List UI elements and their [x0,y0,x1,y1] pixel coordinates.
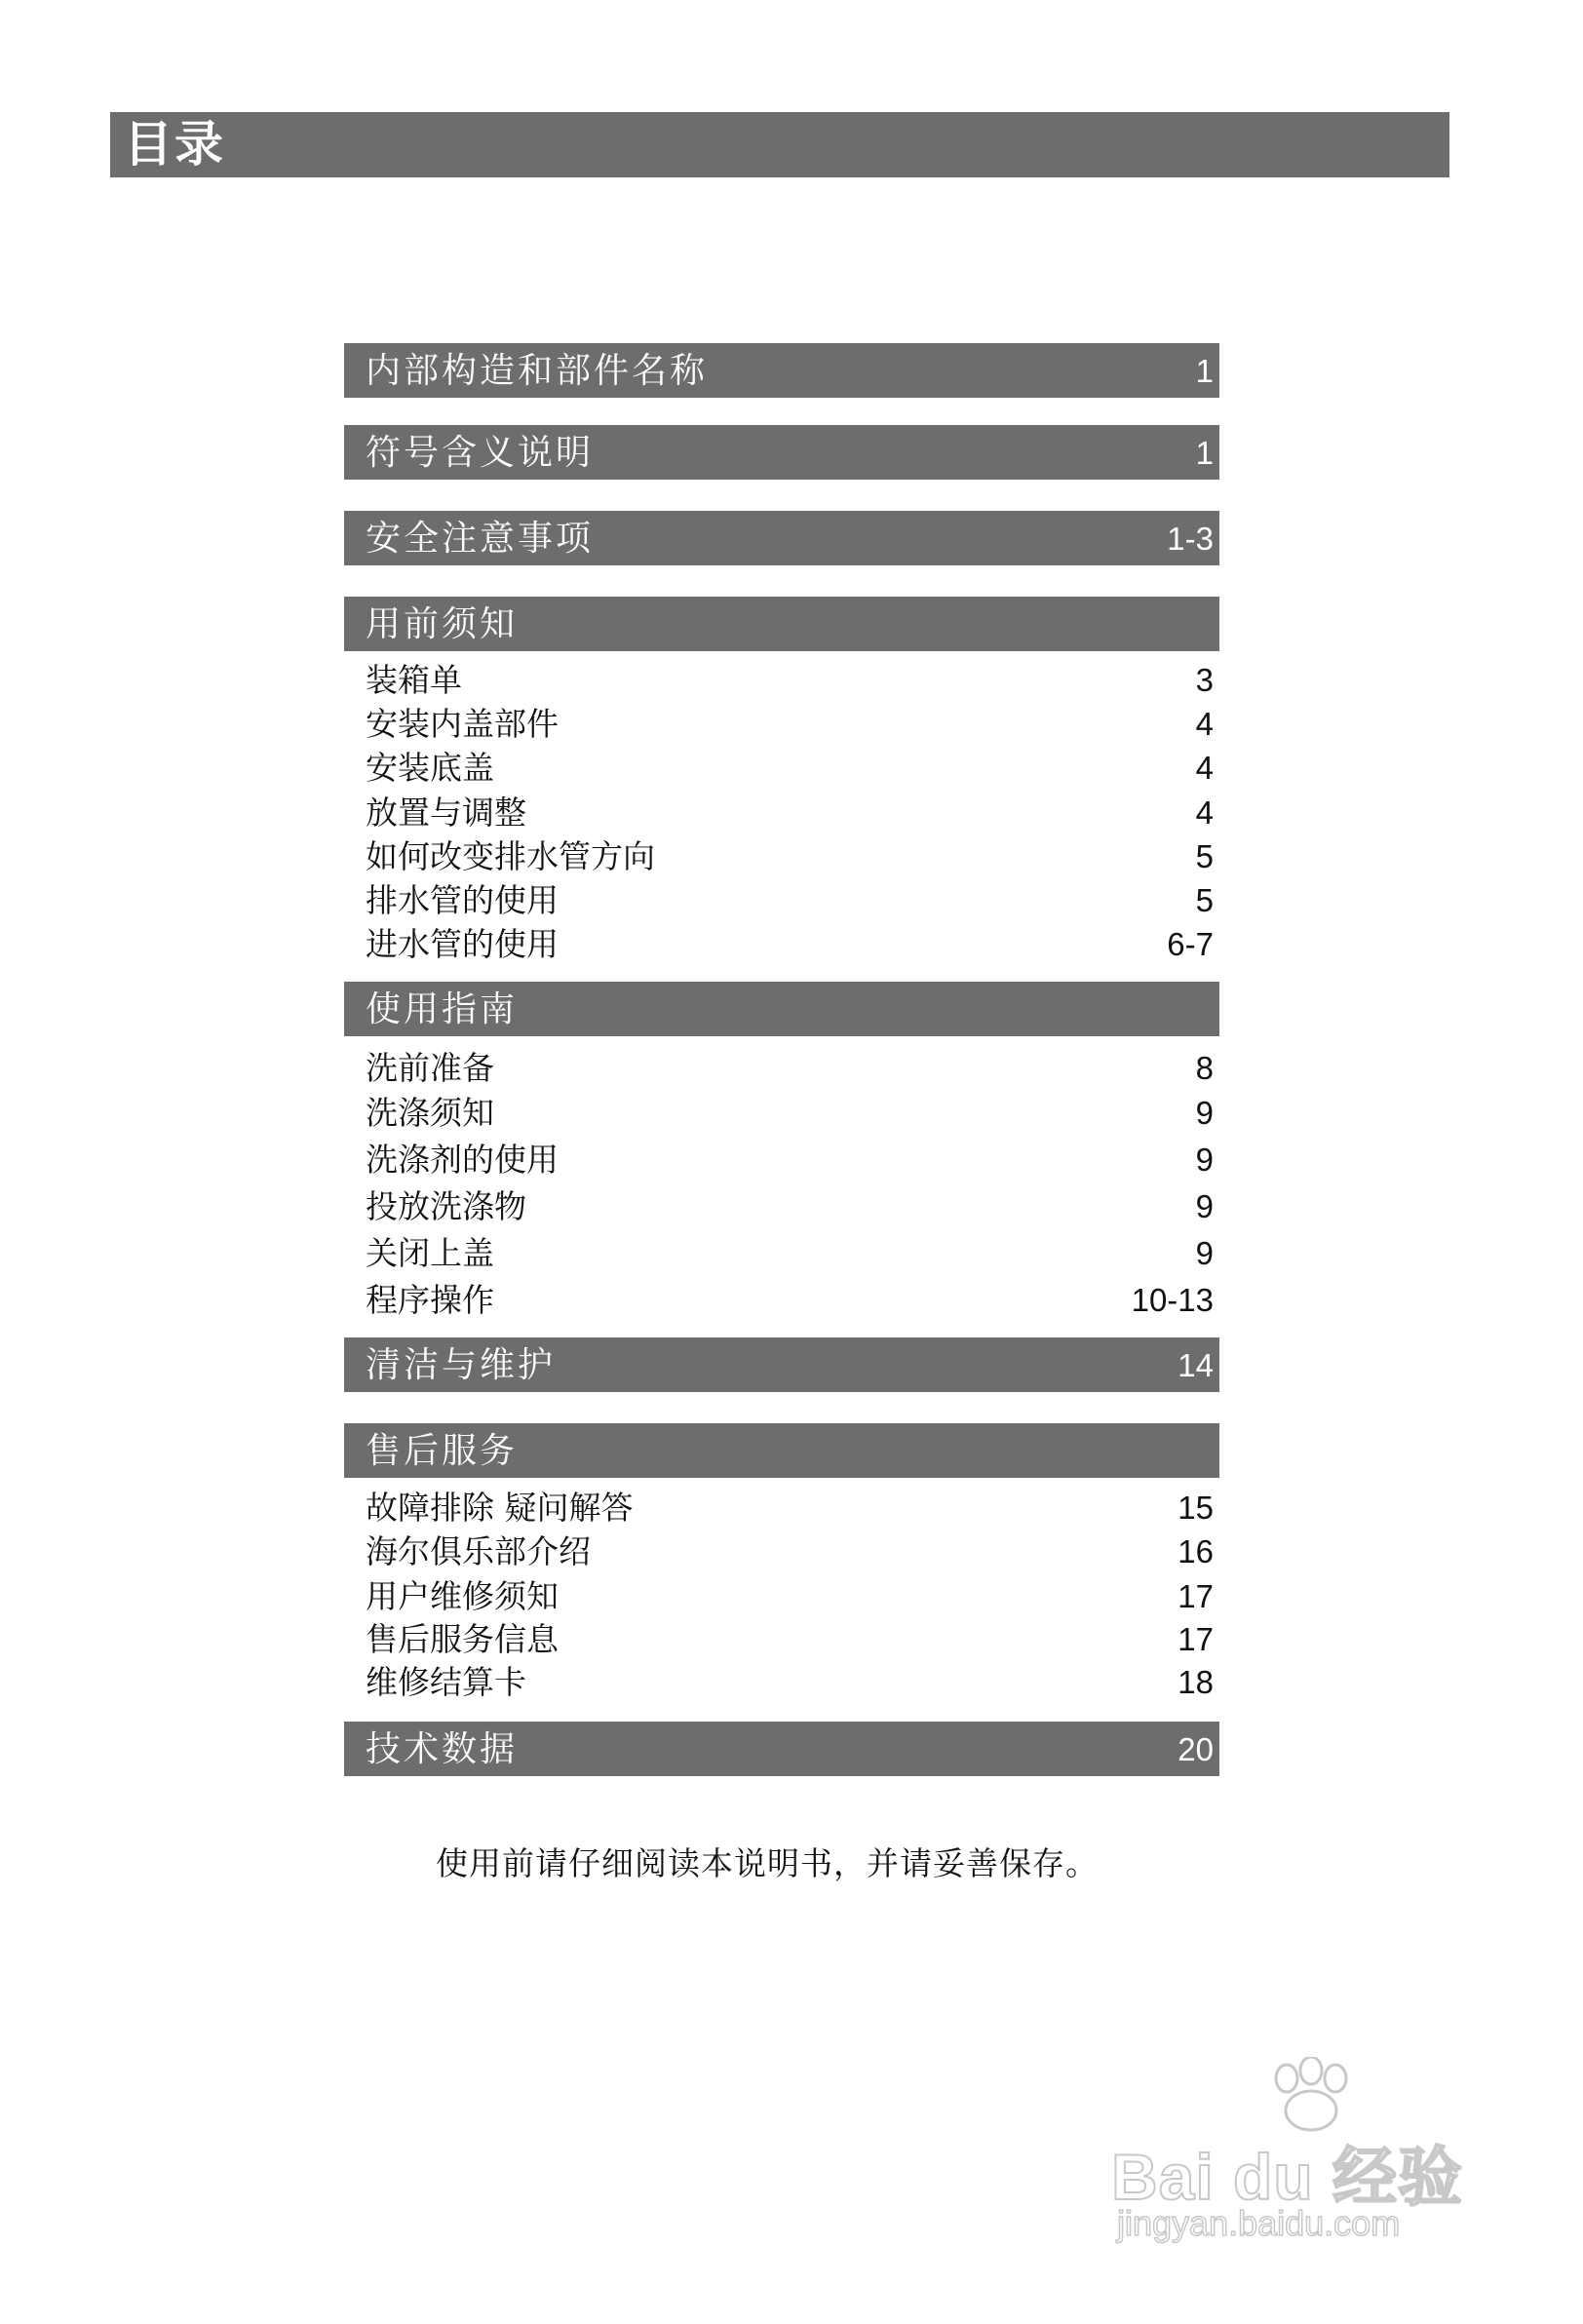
toc-section-cleaning[interactable] [344,1337,1219,1392]
toc-section-before-use[interactable] [344,597,1219,651]
toc-item[interactable] [366,925,1214,966]
toc-item-title: 维修结算卡 [366,1663,526,1701]
toc-item-page: 16 [1178,1533,1214,1569]
toc-section-title: 安全注意事项 [366,519,595,559]
toc-item-title: 安装内盖部件 [366,705,559,743]
toc-item-title: 如何改变排水管方向 [366,837,655,875]
toc-item-page: 9 [1195,1095,1214,1131]
toc-item-page: 15 [1178,1490,1214,1526]
toc-section-title: 清洁与维护 [366,1345,557,1385]
toc-item-title: 装箱单 [366,661,462,699]
toc-item-title: 海尔俱乐部介绍 [366,1532,591,1570]
toc-item-page: 9 [1195,1188,1214,1224]
toc-item[interactable] [366,1234,1214,1275]
toc-item[interactable] [366,1577,1214,1618]
toc-item[interactable] [366,881,1214,922]
toc-item-title: 洗涤剂的使用 [366,1141,559,1179]
toc-item[interactable] [366,1187,1214,1228]
toc-item[interactable] [366,1663,1214,1704]
toc-section-title: 符号含义说明 [366,433,595,473]
toc-item-page: 10-13 [1131,1282,1214,1318]
toc-section-after-sales[interactable] [344,1423,1219,1478]
toc-item[interactable] [366,837,1214,878]
toc-item-page: 4 [1195,706,1214,742]
toc-item-title: 放置与调整 [366,794,526,832]
toc-section-tech-data[interactable] [344,1722,1219,1776]
toc-item[interactable] [366,1094,1214,1135]
toc-section-page: 20 [1178,1731,1214,1767]
toc-section-internal-structure[interactable] [344,343,1219,398]
toc-section-page: 1 [1195,435,1214,471]
toc-item-page: 17 [1178,1621,1214,1657]
toc-section-title: 使用指南 [366,989,519,1029]
toc-item[interactable] [366,1049,1214,1090]
toc-item-page: 8 [1195,1050,1214,1086]
toc-item-page: 5 [1195,838,1214,874]
toc-item[interactable] [366,1281,1214,1322]
toc-item-title: 售后服务信息 [366,1620,559,1658]
toc-item-page: 18 [1178,1664,1214,1700]
toc-section-title: 用前须知 [366,604,519,644]
toc-item-page: 5 [1195,882,1214,918]
page-title: 目录 [124,116,225,173]
toc-item[interactable] [366,749,1214,790]
toc-section-page: 1-3 [1167,521,1214,557]
toc-section-title: 内部构造和部件名称 [366,351,709,391]
toc-item-page: 4 [1195,750,1214,786]
toc-item-title: 洗前准备 [366,1049,494,1087]
toc-section-symbols[interactable] [344,425,1219,480]
toc-item-page: 3 [1195,662,1214,698]
toc-item-title: 程序操作 [366,1281,494,1319]
toc-item-page: 4 [1195,794,1214,831]
toc-section-title: 售后服务 [366,1431,519,1471]
toc-item[interactable] [366,794,1214,834]
watermark-url: jingyan.baidu.com [1117,2203,1401,2243]
toc-item[interactable] [366,1489,1214,1530]
toc-section-page: 14 [1178,1347,1214,1383]
toc-item-title: 投放洗涤物 [366,1187,526,1225]
toc-item[interactable] [366,1532,1214,1573]
toc-section-title: 技术数据 [366,1729,519,1769]
toc-item[interactable] [366,1141,1214,1181]
toc-item-title: 洗涤须知 [366,1094,494,1132]
toc-item-title: 关闭上盖 [366,1234,494,1272]
toc-item-title: 用户维修须知 [366,1577,559,1615]
toc-item-page: 6-7 [1167,926,1214,962]
toc-item[interactable] [366,1620,1214,1661]
watermark [1111,2057,1482,2252]
toc-item-page: 17 [1178,1578,1214,1614]
page-title-bar [110,112,1449,177]
toc-section-usage-guide[interactable] [344,982,1219,1036]
footer-note: 使用前请仔细阅读本说明书，并请妥善保存。 [436,1844,1099,1882]
toc-item-page: 9 [1195,1142,1214,1178]
toc-item[interactable] [366,705,1214,746]
toc-item-title: 安装底盖 [366,749,494,787]
toc-section-safety[interactable] [344,511,1219,565]
watermark-brand: Bai du 经验 [1111,2141,1464,2213]
toc-item-page: 9 [1195,1235,1214,1271]
toc-item-title: 故障排除 疑问解答 [366,1489,634,1527]
toc-section-page: 1 [1195,353,1214,389]
toc-item[interactable] [366,661,1214,702]
toc-item-title: 排水管的使用 [366,881,559,919]
toc-item-title: 进水管的使用 [366,925,559,963]
paw-icon [1257,2057,1365,2135]
